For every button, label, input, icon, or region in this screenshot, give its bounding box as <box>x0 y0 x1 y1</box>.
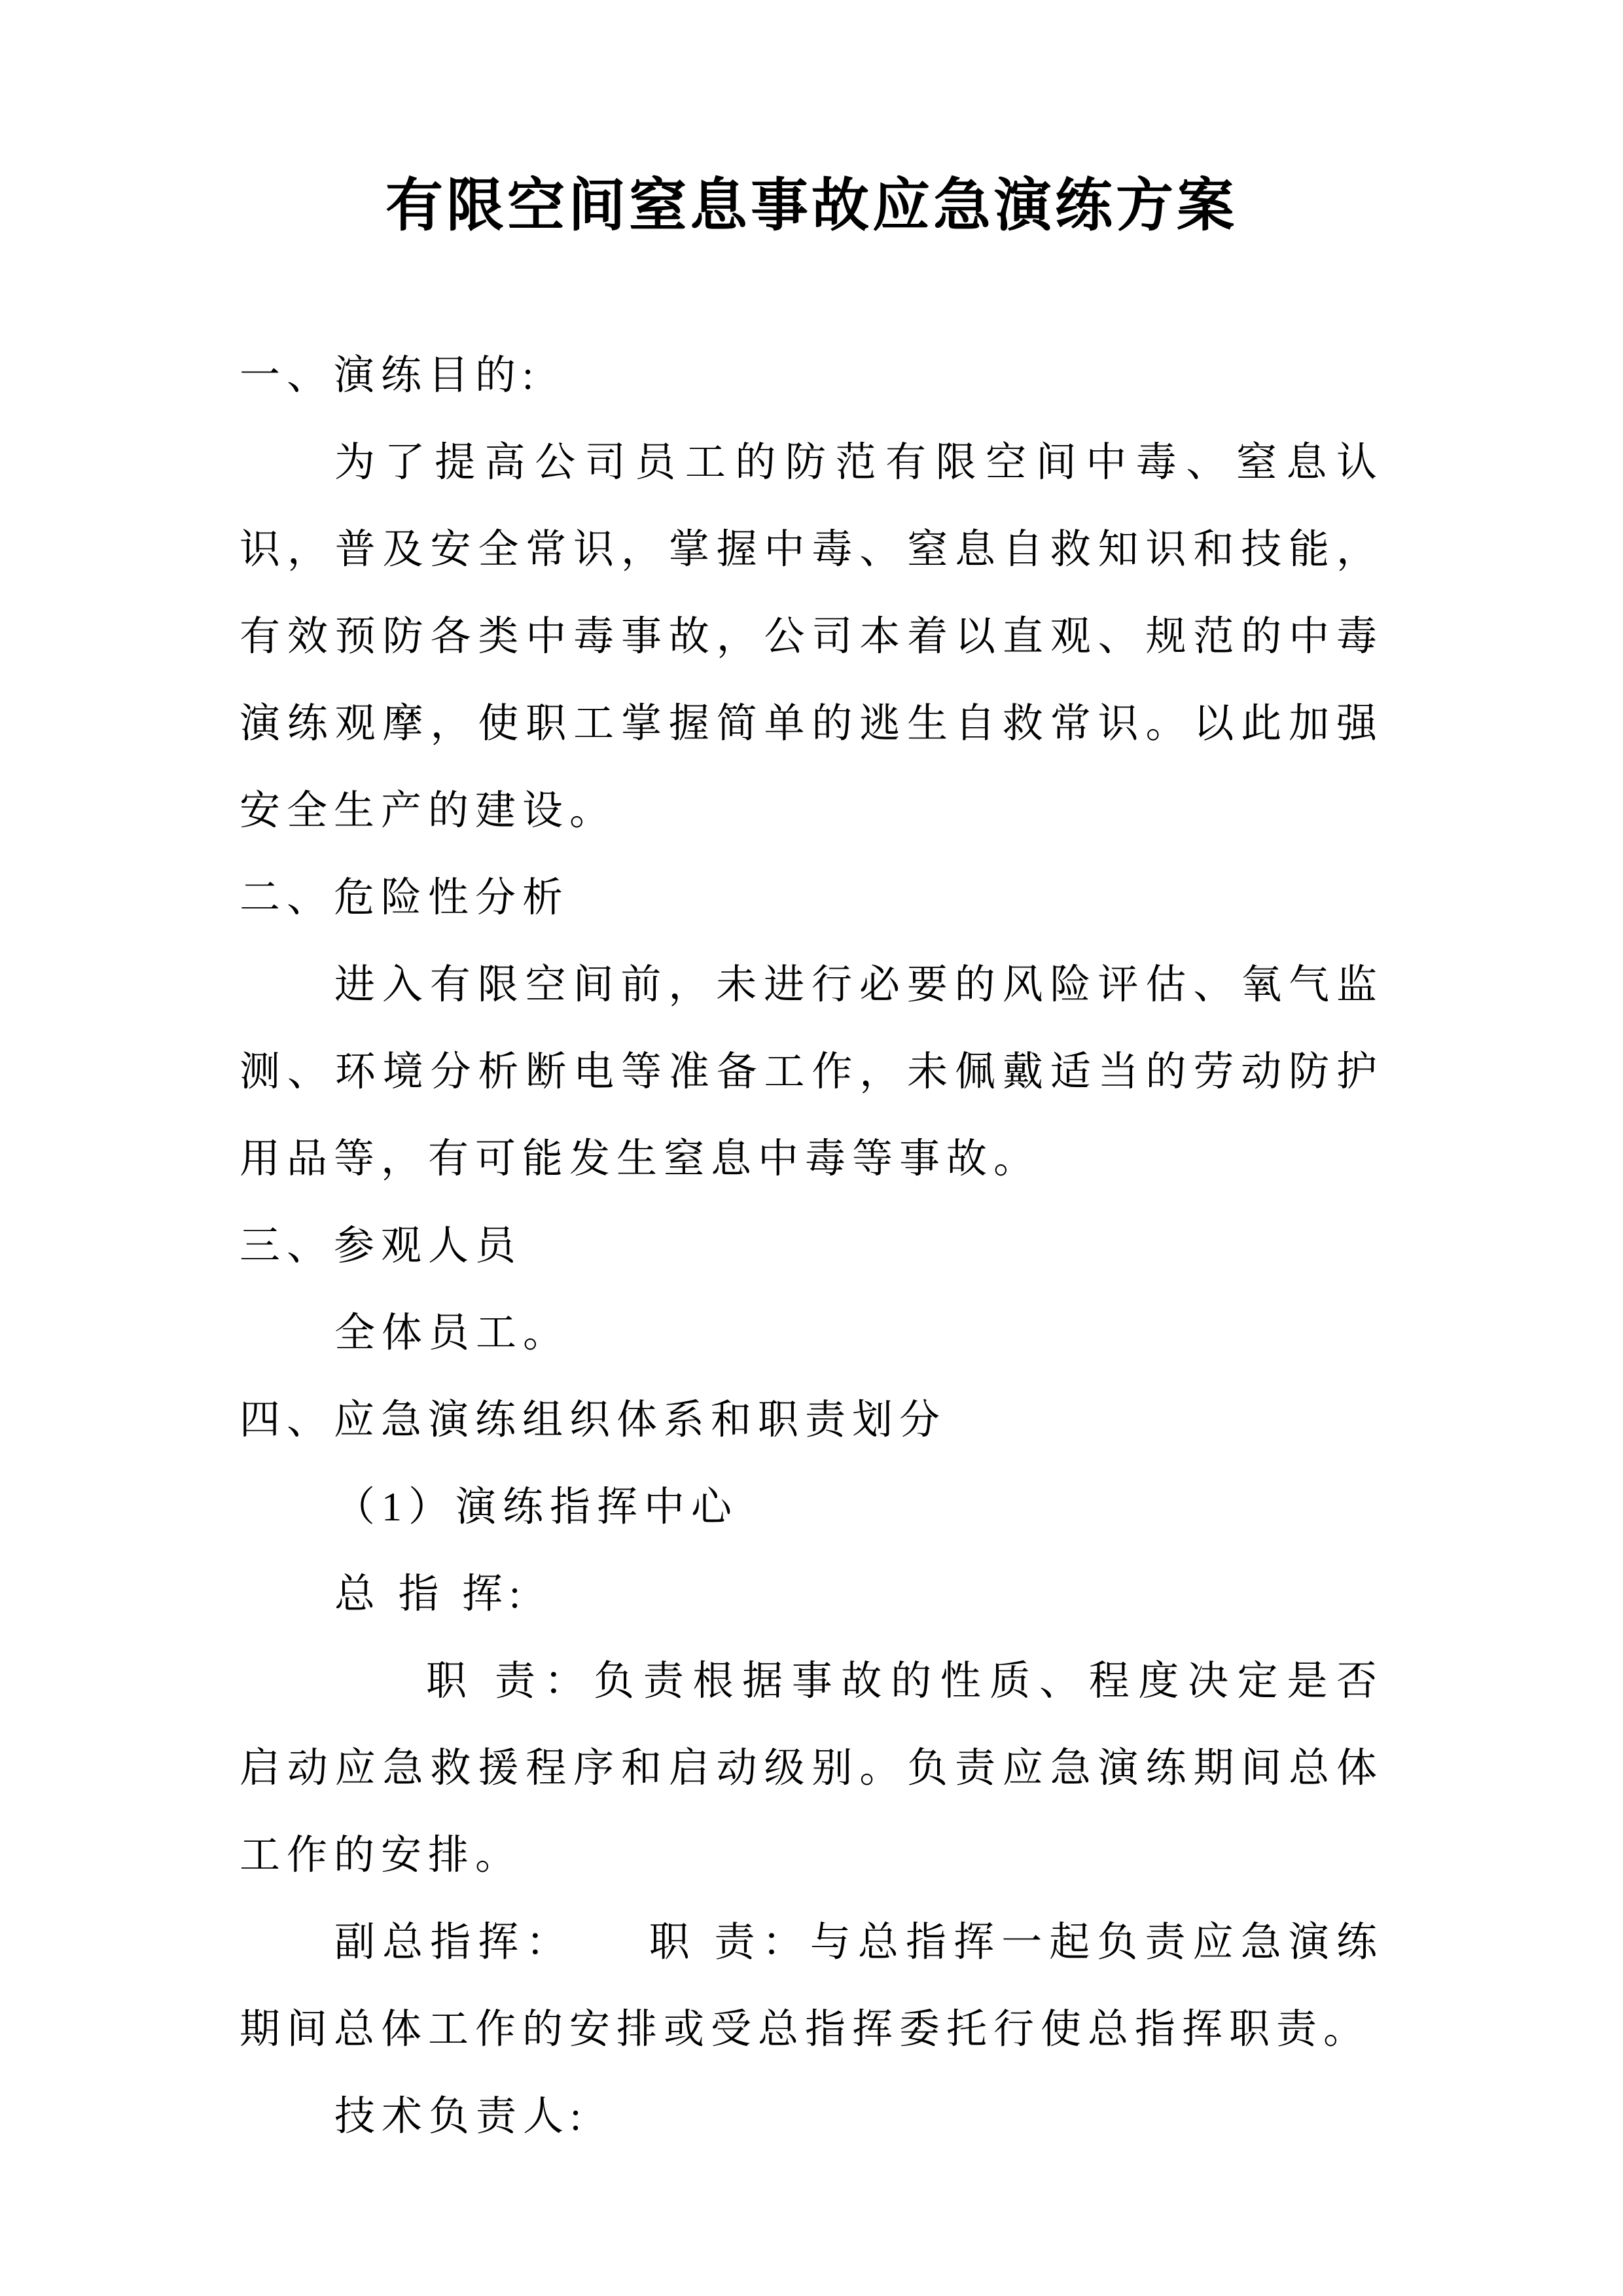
section-heading-3: 三、参观人员 <box>240 1223 523 1268</box>
paragraph-drill-purpose: 为了提高公司员工的防范有限空间中毒、窒息认识，普及安全常识，掌握中毒、窒息自救知识和技能，有效预防各类中毒事故，公司本着以直观、规范的中毒演练观摩，使职工掌握简单的逃生自救常识。以此加强安全生产的建设。 <box>240 440 1383 833</box>
paragraph-deputy-commander-duty: 副总指挥： 职 责：与总指挥一起负责应急演练期间总体工作的安排或受总指挥委托行使总指挥职责。 <box>240 1920 1383 2052</box>
paragraph-technical-lead: 技术负责人: <box>334 2094 588 2139</box>
section-heading-2: 二、危险性分析 <box>240 875 570 920</box>
paragraph-risk-analysis: 进入有限空间前，未进行必要的风险评估、氧气监测、环境分析断电等准备工作，未佩戴适当的劳动防护用品等，有可能发生窒息中毒等事故。 <box>240 962 1383 1181</box>
section-heading-1: 一、演练目的: <box>240 353 541 398</box>
paragraph-command-center: （1）演练指挥中心 <box>334 1484 739 1530</box>
paragraph-chief-commander: 总 指 挥: <box>334 1571 527 1617</box>
paragraph-participants: 全体员工。 <box>334 1310 571 1355</box>
document-title: 有限空间窒息事故应急演练方案 <box>385 173 1238 238</box>
section-heading-4: 四、应急演练组织体系和职责划分 <box>240 1397 947 1443</box>
paragraph-chief-commander-duty: 职 责：负责根据事故的性质、程度决定是否启动应急救援程序和启动级别。负责应急演练期间总体工作的安排。 <box>240 1659 1383 1878</box>
